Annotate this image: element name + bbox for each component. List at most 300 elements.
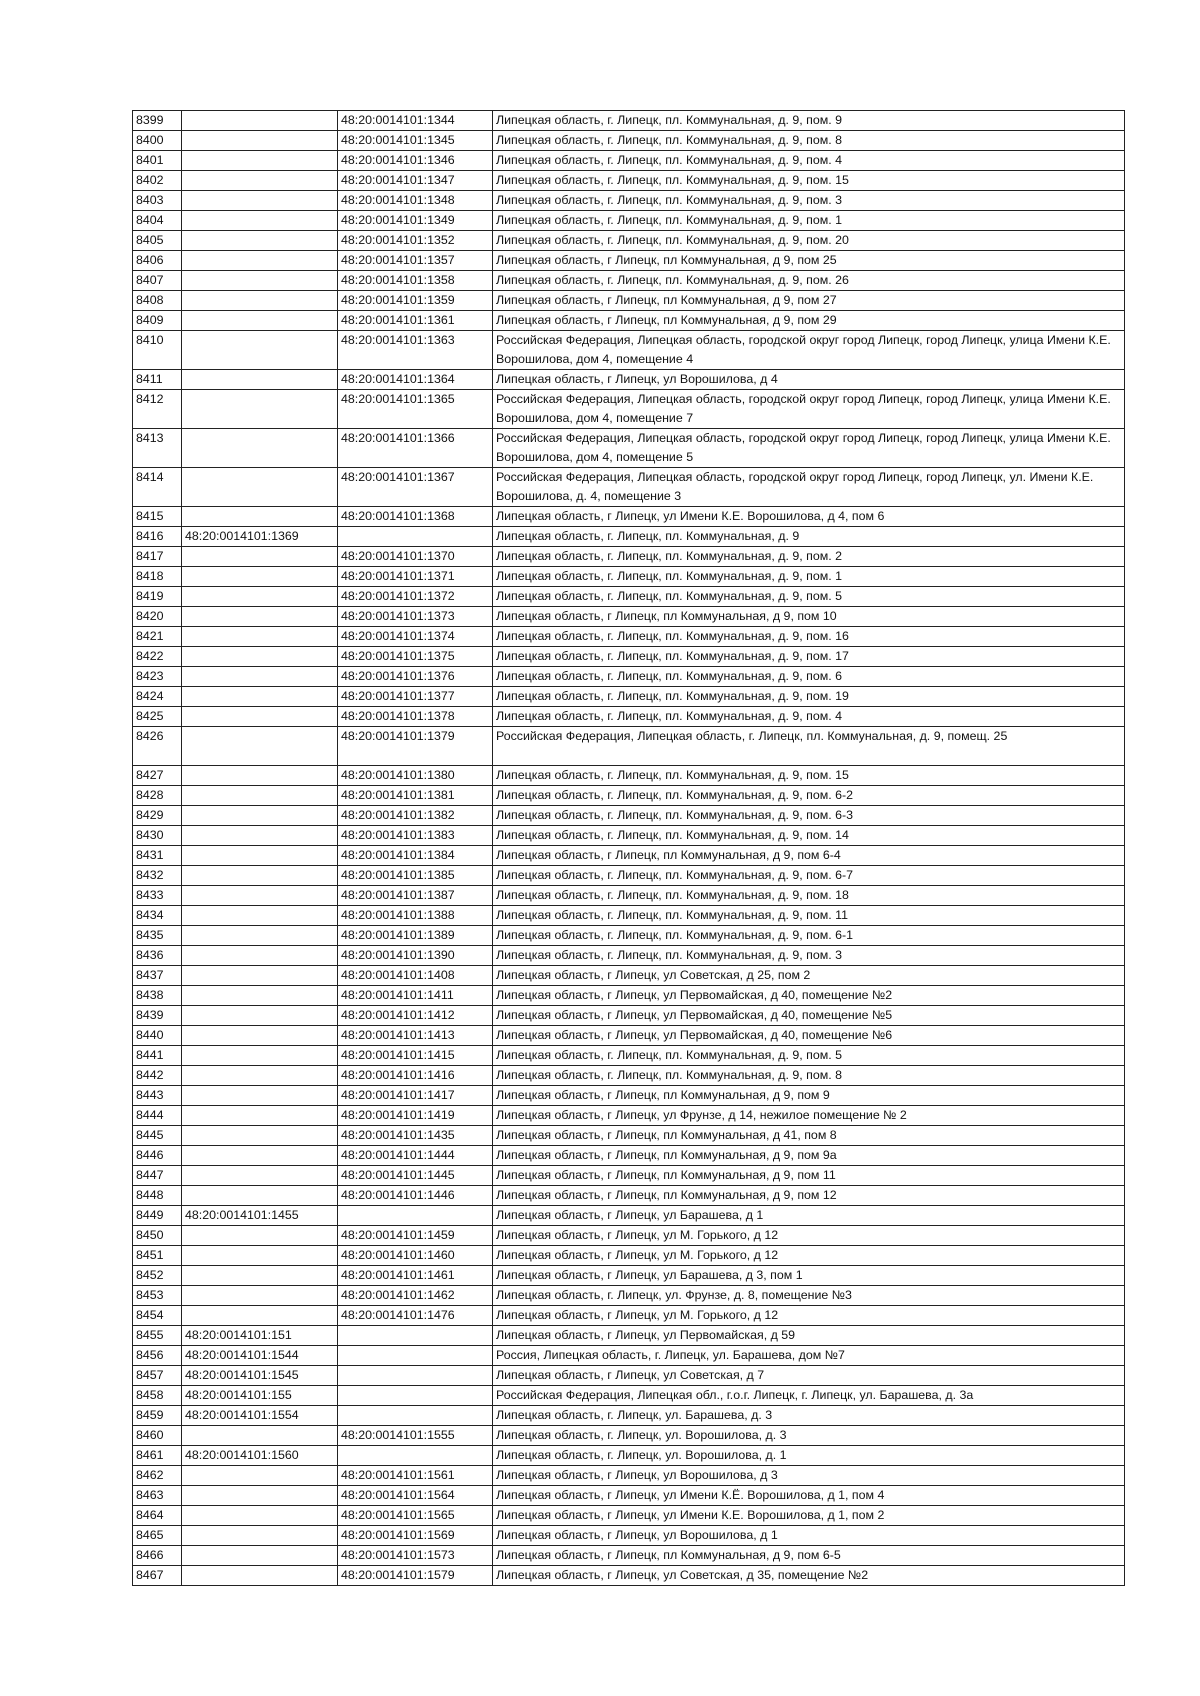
premises-cadastral-cell: 48:20:0014101:1419 <box>338 1106 493 1126</box>
address-cell: Липецкая область, г Липецк, пл Коммунальная, д 9, пом 12 <box>493 1186 1125 1206</box>
address-cell: Липецкая область, г Липецк, ул М. Горького, д 12 <box>493 1246 1125 1266</box>
address-cell: Липецкая область, г. Липецк, пл. Коммунальная, д. 9, пом. 4 <box>493 707 1125 727</box>
table-row <box>133 986 1125 1006</box>
building-cadastral-cell <box>182 647 338 667</box>
premises-cadastral-cell <box>338 1206 493 1226</box>
row-number-cell: 8465 <box>133 1526 182 1546</box>
premises-cadastral-cell <box>338 1446 493 1466</box>
register-body <box>133 111 1125 1586</box>
table-row <box>133 627 1125 647</box>
building-cadastral-cell <box>182 766 338 786</box>
table-row <box>133 607 1125 627</box>
table-row <box>133 231 1125 251</box>
building-cadastral-cell <box>182 507 338 527</box>
building-cadastral-cell <box>182 667 338 687</box>
row-number-cell: 8438 <box>133 986 182 1006</box>
address-cell: Липецкая область, г Липецк, ул Ворошилова, д 1 <box>493 1526 1125 1546</box>
address-cell: Липецкая область, г Липецк, ул М. Горького, д 12 <box>493 1306 1125 1326</box>
row-number-cell: 8436 <box>133 946 182 966</box>
address-cell: Липецкая область, г Липецк, пл Коммунальная, д 9, пом 6-4 <box>493 846 1125 866</box>
building-cadastral-cell <box>182 251 338 271</box>
row-number-cell: 8408 <box>133 291 182 311</box>
row-number-cell: 8431 <box>133 846 182 866</box>
row-number-cell: 8430 <box>133 826 182 846</box>
table-row <box>133 1146 1125 1166</box>
table-row <box>133 707 1125 727</box>
address-cell: Липецкая область, г. Липецк, пл. Коммунальная, д. 9, пом. 5 <box>493 587 1125 607</box>
table-row <box>133 1546 1125 1566</box>
address-cell: Липецкая область, г. Липецк, пл. Коммунальная, д. 9, пом. 3 <box>493 946 1125 966</box>
premises-cadastral-cell: 48:20:0014101:1445 <box>338 1166 493 1186</box>
premises-cadastral-cell: 48:20:0014101:1373 <box>338 607 493 627</box>
premises-cadastral-cell: 48:20:0014101:1359 <box>338 291 493 311</box>
property-register-table <box>132 110 1125 1586</box>
premises-cadastral-cell: 48:20:0014101:1347 <box>338 171 493 191</box>
building-cadastral-cell <box>182 1226 338 1246</box>
premises-cadastral-cell: 48:20:0014101:1388 <box>338 906 493 926</box>
address-cell: Липецкая область, г. Липецк, пл. Коммунальная, д. 9, пом. 6-2 <box>493 786 1125 806</box>
premises-cadastral-cell: 48:20:0014101:1380 <box>338 766 493 786</box>
premises-cadastral-cell: 48:20:0014101:1417 <box>338 1086 493 1106</box>
table-row <box>133 926 1125 946</box>
row-number-cell: 8466 <box>133 1546 182 1566</box>
building-cadastral-cell: 48:20:0014101:1369 <box>182 527 338 547</box>
premises-cadastral-cell: 48:20:0014101:1349 <box>338 211 493 231</box>
premises-cadastral-cell: 48:20:0014101:1412 <box>338 1006 493 1026</box>
row-number-cell: 8447 <box>133 1166 182 1186</box>
table-row <box>133 1246 1125 1266</box>
table-row <box>133 1026 1125 1046</box>
address-cell: Российская Федерация, Липецкая область, городской округ город Липецк, город Липецк, улица Имени К.Е. Ворошилова, дом 4, помещение 5 <box>493 429 1125 468</box>
building-cadastral-cell: 48:20:0014101:155 <box>182 1386 338 1406</box>
row-number-cell: 8439 <box>133 1006 182 1026</box>
premises-cadastral-cell: 48:20:0014101:1357 <box>338 251 493 271</box>
address-cell: Российская Федерация, Липецкая область, городской округ город Липецк, город Липецк, улица Имени К.Е. Ворошилова, дом 4, помещение 4 <box>493 331 1125 370</box>
table-row <box>133 1526 1125 1546</box>
premises-cadastral-cell: 48:20:0014101:1370 <box>338 547 493 567</box>
row-number-cell: 8432 <box>133 866 182 886</box>
premises-cadastral-cell: 48:20:0014101:1363 <box>338 331 493 370</box>
table-row <box>133 1346 1125 1366</box>
premises-cadastral-cell: 48:20:0014101:1344 <box>338 111 493 131</box>
table-row <box>133 547 1125 567</box>
row-number-cell: 8442 <box>133 1066 182 1086</box>
row-number-cell: 8405 <box>133 231 182 251</box>
building-cadastral-cell <box>182 587 338 607</box>
table-row <box>133 1566 1125 1586</box>
table-row <box>133 1006 1125 1026</box>
table-row <box>133 1466 1125 1486</box>
address-cell: Российская Федерация, Липецкая область, городской округ город Липецк, город Липецк, улица Имени К.Е. Ворошилова, дом 4, помещение 7 <box>493 390 1125 429</box>
premises-cadastral-cell: 48:20:0014101:1345 <box>338 131 493 151</box>
row-number-cell: 8401 <box>133 151 182 171</box>
premises-cadastral-cell: 48:20:0014101:1371 <box>338 567 493 587</box>
address-cell: Липецкая область, г. Липецк, пл. Коммунальная, д. 9, пом. 6-7 <box>493 866 1125 886</box>
table-row <box>133 370 1125 390</box>
row-number-cell: 8461 <box>133 1446 182 1466</box>
row-number-cell: 8458 <box>133 1386 182 1406</box>
premises-cadastral-cell: 48:20:0014101:1368 <box>338 507 493 527</box>
premises-cadastral-cell: 48:20:0014101:1384 <box>338 846 493 866</box>
address-cell: Липецкая область, г Липецк, пл Коммунальная, д 9, пом 9а <box>493 1146 1125 1166</box>
row-number-cell: 8403 <box>133 191 182 211</box>
table-row <box>133 429 1125 468</box>
building-cadastral-cell <box>182 1426 338 1446</box>
building-cadastral-cell <box>182 1466 338 1486</box>
address-cell: Липецкая область, г Липецк, ул Первомайская, д 59 <box>493 1326 1125 1346</box>
table-row <box>133 1486 1125 1506</box>
table-row <box>133 131 1125 151</box>
premises-cadastral-cell: 48:20:0014101:1446 <box>338 1186 493 1206</box>
building-cadastral-cell <box>182 1166 338 1186</box>
row-number-cell: 8426 <box>133 727 182 766</box>
address-cell: Российская Федерация, Липецкая область, городской округ город Липецк, город Липецк, ул. Имени К.Е. Ворошилова, д. 4, помещение 3 <box>493 468 1125 507</box>
row-number-cell: 8453 <box>133 1286 182 1306</box>
building-cadastral-cell: 48:20:0014101:1544 <box>182 1346 338 1366</box>
building-cadastral-cell <box>182 1046 338 1066</box>
address-cell: Липецкая область, г. Липецк, пл. Коммунальная, д. 9, пом. 15 <box>493 171 1125 191</box>
building-cadastral-cell <box>182 1006 338 1026</box>
table-row <box>133 211 1125 231</box>
address-cell: Липецкая область, г Липецк, ул Первомайская, д 40, помещение №5 <box>493 1006 1125 1026</box>
table-row <box>133 271 1125 291</box>
premises-cadastral-cell: 48:20:0014101:1459 <box>338 1226 493 1246</box>
table-row <box>133 191 1125 211</box>
address-cell: Липецкая область, г. Липецк, пл. Коммунальная, д. 9, пом. 6-1 <box>493 926 1125 946</box>
building-cadastral-cell: 48:20:0014101:1455 <box>182 1206 338 1226</box>
row-number-cell: 8460 <box>133 1426 182 1446</box>
address-cell: Липецкая область, г. Липецк, пл. Коммунальная, д. 9, пом. 17 <box>493 647 1125 667</box>
address-cell: Липецкая область, г. Липецк, пл. Коммунальная, д. 9, пом. 1 <box>493 211 1125 231</box>
table-row <box>133 1106 1125 1126</box>
row-number-cell: 8406 <box>133 251 182 271</box>
building-cadastral-cell <box>182 1146 338 1166</box>
building-cadastral-cell <box>182 966 338 986</box>
table-row <box>133 291 1125 311</box>
address-cell: Липецкая область, г. Липецк, пл. Коммунальная, д. 9, пом. 20 <box>493 231 1125 251</box>
premises-cadastral-cell: 48:20:0014101:1573 <box>338 1546 493 1566</box>
address-cell: Липецкая область, г Липецк, пл Коммунальная, д 9, пом 10 <box>493 607 1125 627</box>
row-number-cell: 8411 <box>133 370 182 390</box>
row-number-cell: 8457 <box>133 1366 182 1386</box>
table-row <box>133 1086 1125 1106</box>
building-cadastral-cell <box>182 866 338 886</box>
row-number-cell: 8423 <box>133 667 182 687</box>
premises-cadastral-cell: 48:20:0014101:1416 <box>338 1066 493 1086</box>
building-cadastral-cell <box>182 1106 338 1126</box>
address-cell: Липецкая область, г. Липецк, пл. Коммунальная, д. 9, пом. 16 <box>493 627 1125 647</box>
table-row <box>133 1426 1125 1446</box>
row-number-cell: 8422 <box>133 647 182 667</box>
premises-cadastral-cell: 48:20:0014101:1460 <box>338 1246 493 1266</box>
building-cadastral-cell <box>182 826 338 846</box>
table-row <box>133 567 1125 587</box>
building-cadastral-cell <box>182 627 338 647</box>
address-cell: Липецкая область, г. Липецк, пл. Коммунальная, д. 9 <box>493 527 1125 547</box>
premises-cadastral-cell: 48:20:0014101:1379 <box>338 727 493 766</box>
building-cadastral-cell <box>182 567 338 587</box>
building-cadastral-cell <box>182 291 338 311</box>
row-number-cell: 8409 <box>133 311 182 331</box>
row-number-cell: 8427 <box>133 766 182 786</box>
building-cadastral-cell <box>182 1306 338 1326</box>
table-row <box>133 826 1125 846</box>
building-cadastral-cell <box>182 786 338 806</box>
address-cell: Липецкая область, г. Липецк, пл. Коммунальная, д. 9, пом. 8 <box>493 131 1125 151</box>
building-cadastral-cell <box>182 1266 338 1286</box>
address-cell: Липецкая область, г Липецк, ул Имени К.Е. Ворошилова, д 4, пом 6 <box>493 507 1125 527</box>
premises-cadastral-cell: 48:20:0014101:1444 <box>338 1146 493 1166</box>
table-row <box>133 1446 1125 1466</box>
table-row <box>133 846 1125 866</box>
table-row <box>133 946 1125 966</box>
table-row <box>133 766 1125 786</box>
premises-cadastral-cell: 48:20:0014101:1364 <box>338 370 493 390</box>
address-cell: Липецкая область, г. Липецк, пл. Коммунальная, д. 9, пом. 9 <box>493 111 1125 131</box>
address-cell: Липецкая область, г Липецк, ул Советская, д 7 <box>493 1366 1125 1386</box>
table-row <box>133 171 1125 191</box>
premises-cadastral-cell: 48:20:0014101:1361 <box>338 311 493 331</box>
table-row <box>133 866 1125 886</box>
table-row <box>133 1066 1125 1086</box>
address-cell: Липецкая область, г. Липецк, ул. Ворошилова, д. 3 <box>493 1426 1125 1446</box>
table-row <box>133 1366 1125 1386</box>
building-cadastral-cell <box>182 607 338 627</box>
building-cadastral-cell <box>182 1066 338 1086</box>
table-row <box>133 1286 1125 1306</box>
row-number-cell: 8399 <box>133 111 182 131</box>
building-cadastral-cell <box>182 1286 338 1306</box>
premises-cadastral-cell: 48:20:0014101:1385 <box>338 866 493 886</box>
building-cadastral-cell <box>182 231 338 251</box>
row-number-cell: 8400 <box>133 131 182 151</box>
address-cell: Липецкая область, г. Липецк, ул. Фрунзе, д. 8, помещение №3 <box>493 1286 1125 1306</box>
row-number-cell: 8441 <box>133 1046 182 1066</box>
row-number-cell: 8404 <box>133 211 182 231</box>
address-cell: Липецкая область, г Липецк, пл Коммунальная, д 9, пом 25 <box>493 251 1125 271</box>
address-cell: Российская Федерация, Липецкая область, г. Липецк, пл. Коммунальная, д. 9, помещ. 25 <box>493 727 1125 766</box>
premises-cadastral-cell: 48:20:0014101:1413 <box>338 1026 493 1046</box>
premises-cadastral-cell <box>338 1366 493 1386</box>
building-cadastral-cell <box>182 468 338 507</box>
address-cell: Российская Федерация, Липецкая обл., г.о.г. Липецк, г. Липецк, ул. Барашева, д. 3а <box>493 1386 1125 1406</box>
building-cadastral-cell: 48:20:0014101:1545 <box>182 1366 338 1386</box>
row-number-cell: 8440 <box>133 1026 182 1046</box>
building-cadastral-cell <box>182 1486 338 1506</box>
row-number-cell: 8407 <box>133 271 182 291</box>
row-number-cell: 8428 <box>133 786 182 806</box>
address-cell: Липецкая область, г Липецк, ул Советская, д 35, помещение №2 <box>493 1566 1125 1586</box>
table-row <box>133 527 1125 547</box>
building-cadastral-cell <box>182 806 338 826</box>
building-cadastral-cell <box>182 1566 338 1586</box>
premises-cadastral-cell: 48:20:0014101:1564 <box>338 1486 493 1506</box>
table-row <box>133 1386 1125 1406</box>
address-cell: Липецкая область, г. Липецк, пл. Коммунальная, д. 9, пом. 11 <box>493 906 1125 926</box>
row-number-cell: 8454 <box>133 1306 182 1326</box>
row-number-cell: 8450 <box>133 1226 182 1246</box>
address-cell: Липецкая область, г. Липецк, ул. Ворошилова, д. 1 <box>493 1446 1125 1466</box>
address-cell: Липецкая область, г. Липецк, пл. Коммунальная, д. 9, пом. 18 <box>493 886 1125 906</box>
address-cell: Липецкая область, г Липецк, пл Коммунальная, д 9, пом 29 <box>493 311 1125 331</box>
row-number-cell: 8425 <box>133 707 182 727</box>
row-number-cell: 8424 <box>133 687 182 707</box>
address-cell: Липецкая область, г. Липецк, пл. Коммунальная, д. 9, пом. 4 <box>493 151 1125 171</box>
row-number-cell: 8414 <box>133 468 182 507</box>
premises-cadastral-cell <box>338 1386 493 1406</box>
building-cadastral-cell <box>182 707 338 727</box>
premises-cadastral-cell: 48:20:0014101:1476 <box>338 1306 493 1326</box>
table-row <box>133 151 1125 171</box>
premises-cadastral-cell: 48:20:0014101:1358 <box>338 271 493 291</box>
address-cell: Липецкая область, г. Липецк, пл. Коммунальная, д. 9, пом. 6 <box>493 667 1125 687</box>
row-number-cell: 8445 <box>133 1126 182 1146</box>
row-number-cell: 8415 <box>133 507 182 527</box>
building-cadastral-cell <box>182 1546 338 1566</box>
premises-cadastral-cell: 48:20:0014101:1389 <box>338 926 493 946</box>
table-row <box>133 1226 1125 1246</box>
row-number-cell: 8459 <box>133 1406 182 1426</box>
table-row <box>133 1166 1125 1186</box>
premises-cadastral-cell: 48:20:0014101:1346 <box>338 151 493 171</box>
building-cadastral-cell: 48:20:0014101:151 <box>182 1326 338 1346</box>
building-cadastral-cell <box>182 986 338 1006</box>
premises-cadastral-cell: 48:20:0014101:1461 <box>338 1266 493 1286</box>
row-number-cell: 8417 <box>133 547 182 567</box>
building-cadastral-cell <box>182 1026 338 1046</box>
premises-cadastral-cell: 48:20:0014101:1372 <box>338 587 493 607</box>
premises-cadastral-cell: 48:20:0014101:1435 <box>338 1126 493 1146</box>
row-number-cell: 8429 <box>133 806 182 826</box>
address-cell: Липецкая область, г Липецк, пл Коммунальная, д 9, пом 6-5 <box>493 1546 1125 1566</box>
table-row <box>133 251 1125 271</box>
building-cadastral-cell <box>182 1126 338 1146</box>
address-cell: Липецкая область, г. Липецк, пл. Коммунальная, д. 9, пом. 5 <box>493 1046 1125 1066</box>
address-cell: Липецкая область, г Липецк, ул Барашева, д 3, пом 1 <box>493 1266 1125 1286</box>
premises-cadastral-cell: 48:20:0014101:1352 <box>338 231 493 251</box>
address-cell: Россия, Липецкая область, г. Липецк, ул. Барашева, дом №7 <box>493 1346 1125 1366</box>
row-number-cell: 8464 <box>133 1506 182 1526</box>
table-row <box>133 1266 1125 1286</box>
table-row <box>133 966 1125 986</box>
table-row <box>133 886 1125 906</box>
table-row <box>133 906 1125 926</box>
row-number-cell: 8467 <box>133 1566 182 1586</box>
address-cell: Липецкая область, г Липецк, ул Советская, д 25, пом 2 <box>493 966 1125 986</box>
row-number-cell: 8435 <box>133 926 182 946</box>
table-row <box>133 806 1125 826</box>
building-cadastral-cell <box>182 727 338 766</box>
address-cell: Липецкая область, г. Липецк, пл. Коммунальная, д. 9, пом. 3 <box>493 191 1125 211</box>
address-cell: Липецкая область, г Липецк, пл Коммунальная, д 9, пом 9 <box>493 1086 1125 1106</box>
table-row <box>133 507 1125 527</box>
address-cell: Липецкая область, г. Липецк, пл. Коммунальная, д. 9, пом. 19 <box>493 687 1125 707</box>
table-row <box>133 1406 1125 1426</box>
building-cadastral-cell <box>182 906 338 926</box>
building-cadastral-cell <box>182 886 338 906</box>
premises-cadastral-cell: 48:20:0014101:1381 <box>338 786 493 806</box>
building-cadastral-cell <box>182 926 338 946</box>
row-number-cell: 8455 <box>133 1326 182 1346</box>
address-cell: Липецкая область, г Липецк, ул Ворошилова, д 4 <box>493 370 1125 390</box>
building-cadastral-cell <box>182 271 338 291</box>
building-cadastral-cell <box>182 1086 338 1106</box>
building-cadastral-cell <box>182 111 338 131</box>
table-row <box>133 587 1125 607</box>
premises-cadastral-cell: 48:20:0014101:1569 <box>338 1526 493 1546</box>
row-number-cell: 8451 <box>133 1246 182 1266</box>
building-cadastral-cell <box>182 1246 338 1266</box>
row-number-cell: 8402 <box>133 171 182 191</box>
address-cell: Липецкая область, г. Липецк, пл. Коммунальная, д. 9, пом. 8 <box>493 1066 1125 1086</box>
address-cell: Липецкая область, г Липецк, ул Имени К.Е. Ворошилова, д 1, пом 2 <box>493 1506 1125 1526</box>
address-cell: Липецкая область, г Липецк, ул Имени К.Ё. Ворошилова, д 1, пом 4 <box>493 1486 1125 1506</box>
address-cell: Липецкая область, г. Липецк, пл. Коммунальная, д. 9, пом. 14 <box>493 826 1125 846</box>
table-row <box>133 727 1125 766</box>
address-cell: Липецкая область, г. Липецк, пл. Коммунальная, д. 9, пом. 26 <box>493 271 1125 291</box>
premises-cadastral-cell: 48:20:0014101:1365 <box>338 390 493 429</box>
building-cadastral-cell <box>182 211 338 231</box>
row-number-cell: 8456 <box>133 1346 182 1366</box>
address-cell: Липецкая область, г Липецк, ул Ворошилова, д 3 <box>493 1466 1125 1486</box>
row-number-cell: 8462 <box>133 1466 182 1486</box>
building-cadastral-cell <box>182 1526 338 1546</box>
building-cadastral-cell <box>182 429 338 468</box>
premises-cadastral-cell: 48:20:0014101:1565 <box>338 1506 493 1526</box>
address-cell: Липецкая область, г. Липецк, пл. Коммунальная, д. 9, пом. 2 <box>493 547 1125 567</box>
premises-cadastral-cell: 48:20:0014101:1579 <box>338 1566 493 1586</box>
address-cell: Липецкая область, г Липецк, ул Барашева, д 1 <box>493 1206 1125 1226</box>
row-number-cell: 8413 <box>133 429 182 468</box>
building-cadastral-cell: 48:20:0014101:1560 <box>182 1446 338 1466</box>
table-row <box>133 1126 1125 1146</box>
row-number-cell: 8434 <box>133 906 182 926</box>
premises-cadastral-cell: 48:20:0014101:1374 <box>338 627 493 647</box>
row-number-cell: 8420 <box>133 607 182 627</box>
building-cadastral-cell: 48:20:0014101:1554 <box>182 1406 338 1426</box>
table-row <box>133 331 1125 370</box>
table-row <box>133 1046 1125 1066</box>
premises-cadastral-cell: 48:20:0014101:1366 <box>338 429 493 468</box>
address-cell: Липецкая область, г Липецк, ул М. Горького, д 12 <box>493 1226 1125 1246</box>
row-number-cell: 8452 <box>133 1266 182 1286</box>
premises-cadastral-cell: 48:20:0014101:1462 <box>338 1286 493 1306</box>
table-row <box>133 667 1125 687</box>
premises-cadastral-cell <box>338 1406 493 1426</box>
row-number-cell: 8433 <box>133 886 182 906</box>
premises-cadastral-cell: 48:20:0014101:1376 <box>338 667 493 687</box>
building-cadastral-cell <box>182 946 338 966</box>
premises-cadastral-cell: 48:20:0014101:1348 <box>338 191 493 211</box>
address-cell: Липецкая область, г Липецк, ул Первомайская, д 40, помещение №2 <box>493 986 1125 1006</box>
building-cadastral-cell <box>182 1186 338 1206</box>
address-cell: Липецкая область, г. Липецк, пл. Коммунальная, д. 9, пом. 6-3 <box>493 806 1125 826</box>
table-row <box>133 1306 1125 1326</box>
premises-cadastral-cell: 48:20:0014101:1408 <box>338 966 493 986</box>
table-row <box>133 311 1125 331</box>
address-cell: Липецкая область, г. Липецк, пл. Коммунальная, д. 9, пом. 1 <box>493 567 1125 587</box>
address-cell: Липецкая область, г. Липецк, ул. Барашева, д. 3 <box>493 1406 1125 1426</box>
address-cell: Липецкая область, г Липецк, ул Фрунзе, д 14, нежилое помещение № 2 <box>493 1106 1125 1126</box>
table-row <box>133 786 1125 806</box>
address-cell: Липецкая область, г. Липецк, пл. Коммунальная, д. 9, пом. 15 <box>493 766 1125 786</box>
address-cell: Липецкая область, г Липецк, ул Первомайская, д 40, помещение №6 <box>493 1026 1125 1046</box>
building-cadastral-cell <box>182 390 338 429</box>
premises-cadastral-cell: 48:20:0014101:1382 <box>338 806 493 826</box>
table-row <box>133 687 1125 707</box>
premises-cadastral-cell: 48:20:0014101:1383 <box>338 826 493 846</box>
address-cell: Липецкая область, г Липецк, пл Коммунальная, д 9, пом 11 <box>493 1166 1125 1186</box>
